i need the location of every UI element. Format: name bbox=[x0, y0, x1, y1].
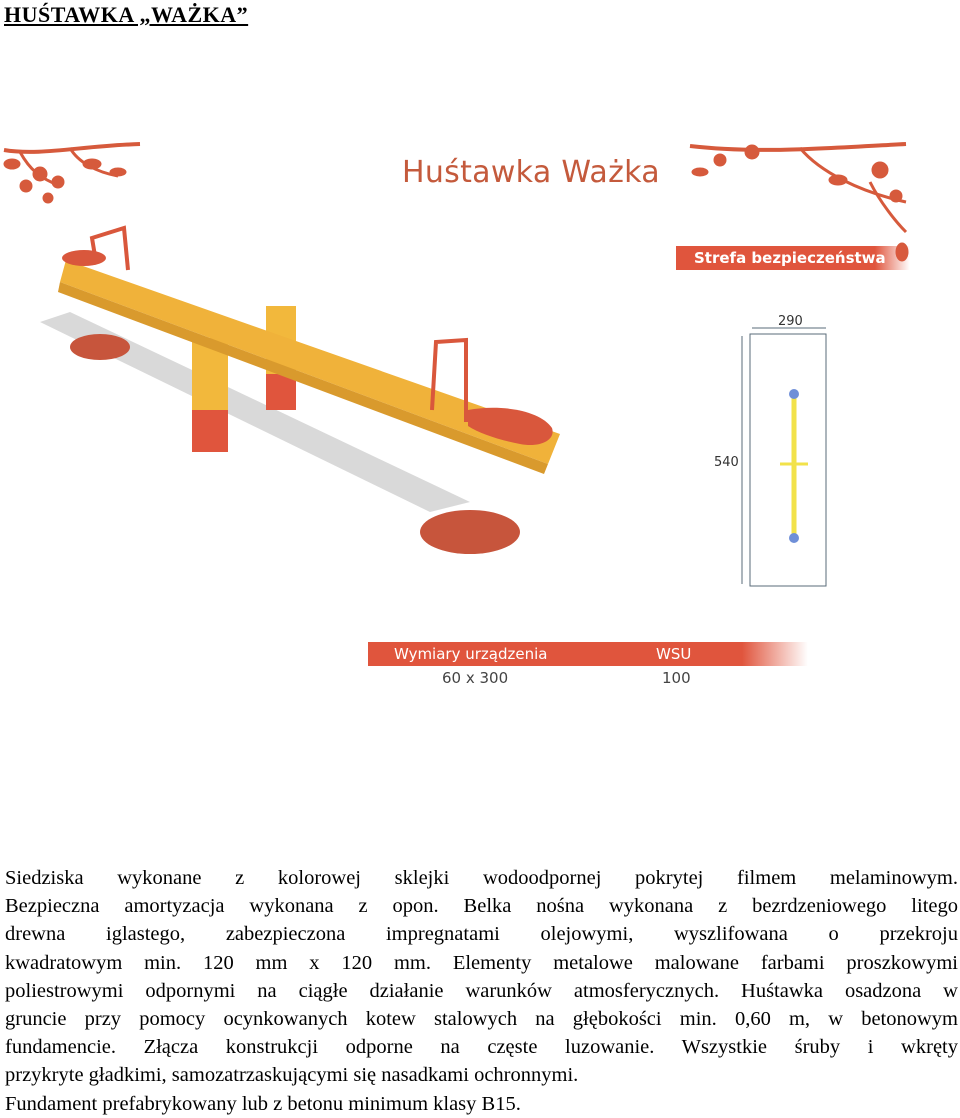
description-line: przykryte gładkimi, samozatrzaskującymi się nasadkami ochronnymi. bbox=[5, 1064, 579, 1087]
product-illustration bbox=[0, 142, 910, 702]
dimensions-value: 60 x 300 bbox=[442, 669, 509, 687]
wsu-value: 100 bbox=[662, 669, 691, 687]
description-line: Fundament prefabrykowany lub z betonu minimum klasy B15. bbox=[5, 1092, 521, 1115]
product-description bbox=[5, 864, 958, 1118]
description-line: Siedziska wykonane z kolorowej sklejki wodoodpornej pokrytej filmem melaminowym. bbox=[5, 867, 958, 889]
branch-right-icon bbox=[690, 144, 908, 261]
description-line: drewna iglastego, zabezpieczona impregnatami olejowymi, wyszlifowana o przekroju bbox=[5, 923, 958, 946]
description-line: kwadratowym min. 120 mm x 120 mm. Elementy metalowe malowane farbami proszkowymi bbox=[5, 951, 958, 974]
description-line: poliestrowymi odpornymi na ciągłe działanie warunków atmosferycznych. Huśtawka osadzona w bbox=[5, 979, 958, 1002]
illustration-title: Huśtawka Ważka bbox=[402, 155, 660, 190]
wsu-label: WSU bbox=[656, 645, 692, 663]
seesaw-drawing bbox=[0, 142, 910, 702]
dimensions-label: Wymiary urządzenia bbox=[394, 645, 548, 663]
document-title: HUŚTAWKA „WAŻKA” bbox=[4, 2, 249, 27]
safety-zone-label: Strefa bezpieczeństwa bbox=[694, 249, 886, 267]
description-line: gruncie przy pomocy ocynkowanych kotew stalowych na głębokości min. 0,60 m, w betonowym bbox=[5, 1008, 958, 1031]
description-line: fundamencie. Złącza konstrukcji odporne na częste luzowanie. Wszystkie śruby i wkręty bbox=[5, 1036, 958, 1059]
dimensions-header bbox=[368, 642, 808, 666]
safety-zone-diagram bbox=[676, 246, 910, 586]
safety-zone-length: 540 bbox=[714, 455, 739, 470]
safety-zone-width: 290 bbox=[778, 314, 803, 329]
branch-left-icon bbox=[4, 144, 140, 203]
description-line: Bezpieczna amortyzacja wykonana z opon. Belka nośna wykonana z bezrdzeniowego litego bbox=[5, 895, 958, 918]
